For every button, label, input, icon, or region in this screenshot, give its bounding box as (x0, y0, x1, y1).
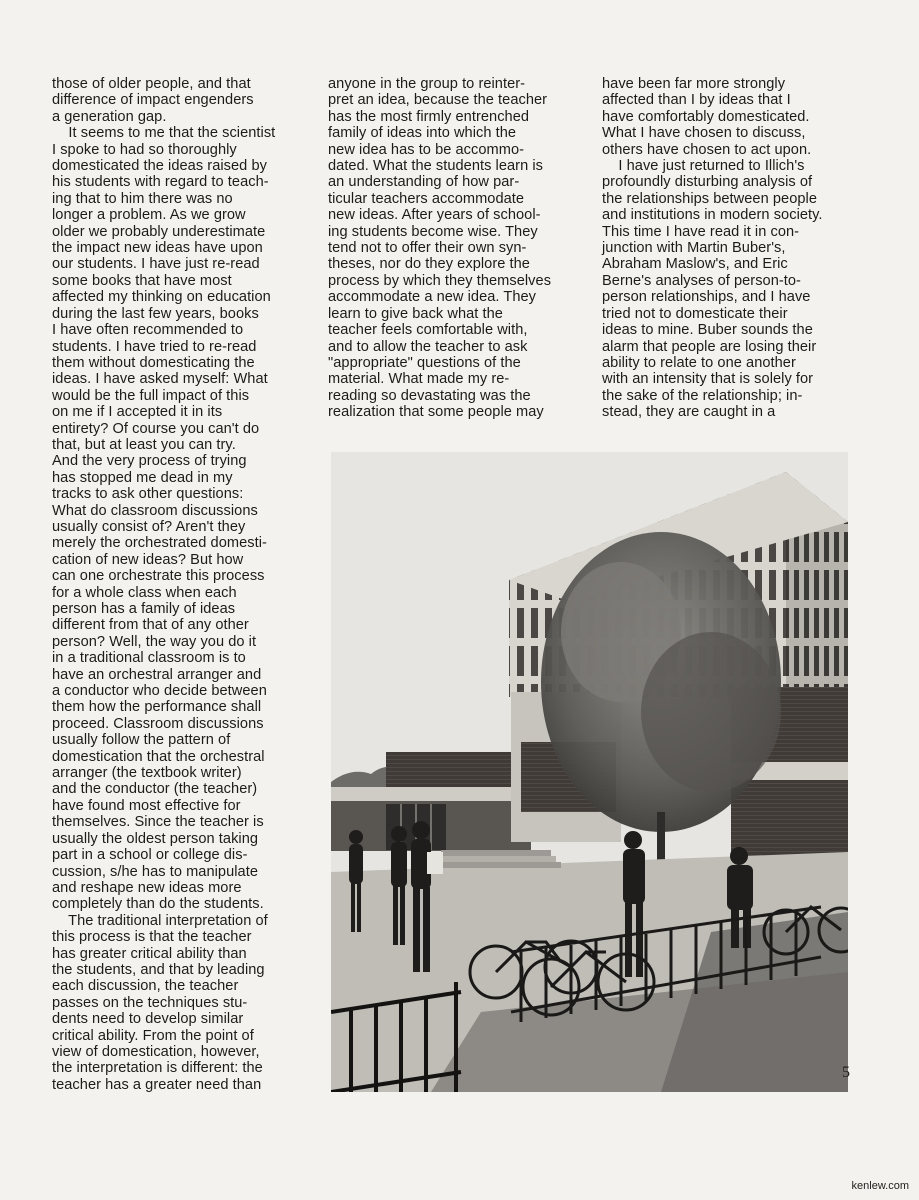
text-line: with an intensity that is solely for (602, 371, 814, 388)
text-line: accommodate a new idea. They (328, 289, 536, 306)
text-line: have found most effective for (52, 797, 241, 814)
text-line: ing students become wise. They (328, 223, 538, 240)
text-line: new idea has to be accommo- (328, 141, 525, 158)
text-line: stead, they are caught in a (602, 404, 776, 421)
text-line: older we probably underestimate (52, 223, 266, 240)
text-line: completely than do the students. (52, 896, 264, 913)
text-line: dents need to develop similar (52, 1011, 244, 1028)
campus-building-photo (331, 452, 848, 1092)
photo-illustration (331, 452, 848, 1092)
text-line: students. I have tried to re-read (52, 338, 257, 355)
text-line: during the last few years, books (52, 305, 259, 322)
text-line: ticular teachers accommodate (328, 190, 525, 207)
text-line: on me if I accepted it in its (52, 404, 223, 421)
text-column-3 (602, 76, 862, 421)
text-line: What do classroom discussions (52, 502, 258, 519)
text-line: tend not to offer their own syn- (328, 240, 527, 257)
text-line: dated. What the students learn is (328, 158, 544, 175)
text-line: reading so devastating was the (328, 387, 531, 404)
text-line: usually the oldest person taking (52, 830, 259, 847)
text-line: profoundly disturbing analysis of (602, 174, 813, 191)
text-line: Abraham Maslow's, and Eric (602, 256, 788, 273)
text-line: cation of new ideas? But how (52, 551, 244, 568)
text-line: tracks to ask other questions: (52, 486, 244, 503)
watermark: kenlew.com (851, 1180, 909, 1192)
text-line: this process is that the teacher (52, 929, 252, 946)
text-line: realization that some people may (328, 404, 544, 421)
text-line: proceed. Classroom discussions (52, 715, 264, 732)
text-line: in a traditional classroom is to (52, 650, 246, 667)
text-line: and reshape new ideas more (52, 879, 242, 896)
text-line: pret an idea, because the teacher (328, 92, 548, 109)
text-line: passes on the techniques stu- (52, 994, 248, 1011)
text-line: have an orchestral arranger and (52, 666, 262, 683)
text-line: material. What made my re- (328, 371, 510, 388)
text-line: difference of impact engenders (52, 92, 254, 109)
text-line: and the conductor (the teacher) (52, 781, 258, 798)
text-line: each discussion, the teacher (52, 978, 239, 995)
text-line: and institutions in modern society. (602, 207, 823, 224)
text-line: the interpretation is different: the (52, 1060, 263, 1077)
text-line: the impact new ideas have upon (52, 240, 263, 257)
page-number: 5 (842, 1064, 850, 1081)
text-line: usually follow the pattern of (52, 732, 231, 749)
text-line: them without domesticating the (52, 354, 255, 371)
text-line: has the most firmly entrenched (328, 108, 530, 125)
text-line: Berne's analyses of person-to- (602, 272, 801, 289)
text-line: family of ideas into which the (328, 125, 517, 142)
text-line: critical ability. From the point of (52, 1027, 254, 1044)
text-line: ideas to mine. Buber sounds the (602, 322, 813, 339)
text-line: arranger (the textbook writer) (52, 765, 242, 782)
text-line: affected than I by ideas that I (602, 92, 791, 109)
text-line: new ideas. After years of school- (328, 207, 541, 224)
text-line: themselves. Since the teacher is (52, 814, 264, 831)
text-line: cussion, s/he has to manipulate (52, 863, 258, 880)
text-line: This time I have read it in con- (602, 223, 800, 240)
text-line: an understanding of how par- (328, 174, 520, 191)
text-line: learn to give back what the (328, 305, 503, 322)
text-line: I spoke to had so thoroughly (52, 141, 237, 158)
text-line: for a whole class when each (52, 584, 237, 601)
text-line: a generation gap. (52, 108, 167, 125)
text-line: can one orchestrate this process (52, 568, 265, 585)
text-line: person? Well, the way you do it (52, 633, 257, 650)
text-column-1 (52, 76, 312, 1093)
text-line: the sake of the relationship; in- (602, 387, 803, 404)
text-line: teacher feels comfortable with, (328, 322, 528, 339)
text-line: I have just returned to Illich's (602, 158, 805, 175)
text-line: has greater critical ability than (52, 945, 247, 962)
text-line: domestication that the orchestral (52, 748, 265, 765)
text-line: different from that of any other (52, 617, 249, 634)
text-line: view of domestication, however, (52, 1043, 260, 1060)
text-line: would be the full impact of this (52, 387, 250, 404)
text-line: process by which they themselves (328, 272, 552, 289)
text-line: others have chosen to act upon. (602, 141, 812, 158)
text-line: tried not to domesticate their (602, 305, 788, 322)
text-line: usually consist of? Aren't they (52, 518, 246, 535)
text-line: I have often recommended to (52, 322, 244, 339)
text-line: have comfortably domesticated. (602, 108, 810, 125)
text-column-2 (328, 76, 578, 421)
text-line: ideas. I have asked myself: What (52, 371, 268, 388)
text-line: "appropriate" questions of the (328, 354, 521, 371)
text-line: those of older people, and that (52, 76, 251, 92)
text-line: that, but at least you can try. (52, 436, 236, 453)
text-line: teacher has a greater need than (52, 1076, 262, 1093)
text-line: merely the orchestrated domesti- (52, 535, 267, 552)
text-line: them how the performance shall (52, 699, 262, 716)
text-line: ability to relate to one another (602, 354, 796, 371)
text-line: have been far more strongly (602, 76, 786, 92)
text-line: affected my thinking on education (52, 289, 271, 306)
text-line: alarm that people are losing their (602, 338, 817, 355)
text-line: entirety? Of course you can't do (52, 420, 260, 437)
text-line: some books that have most (52, 272, 232, 289)
text-line: has stopped me dead in my (52, 469, 233, 486)
text-line: domesticated the ideas raised by (52, 158, 267, 175)
text-line: his students with regard to teach- (52, 174, 269, 191)
text-line: the relationships between people (602, 190, 817, 207)
text-line: person relationships, and I have (602, 289, 811, 306)
text-line: longer a problem. As we grow (52, 207, 246, 224)
text-line: anyone in the group to reinter- (328, 76, 526, 92)
text-line: junction with Martin Buber's, (602, 240, 786, 257)
text-line: And the very process of trying (52, 453, 247, 470)
text-line: a conductor who decide between (52, 683, 267, 700)
text-line: and to allow the teacher to ask (328, 338, 528, 355)
text-line: The traditional interpretation of (52, 912, 268, 929)
text-line: our students. I have just re-read (52, 256, 260, 273)
text-line: part in a school or college dis- (52, 847, 248, 864)
text-line: theses, nor do they explore the (328, 256, 530, 273)
text-line: person has a family of ideas (52, 601, 236, 617)
text-line: ing that to him there was no (52, 190, 233, 207)
text-line: What I have chosen to discuss, (602, 125, 806, 142)
text-line: It seems to me that the scientist (52, 125, 276, 142)
text-line: the students, and that by leading (52, 961, 265, 978)
